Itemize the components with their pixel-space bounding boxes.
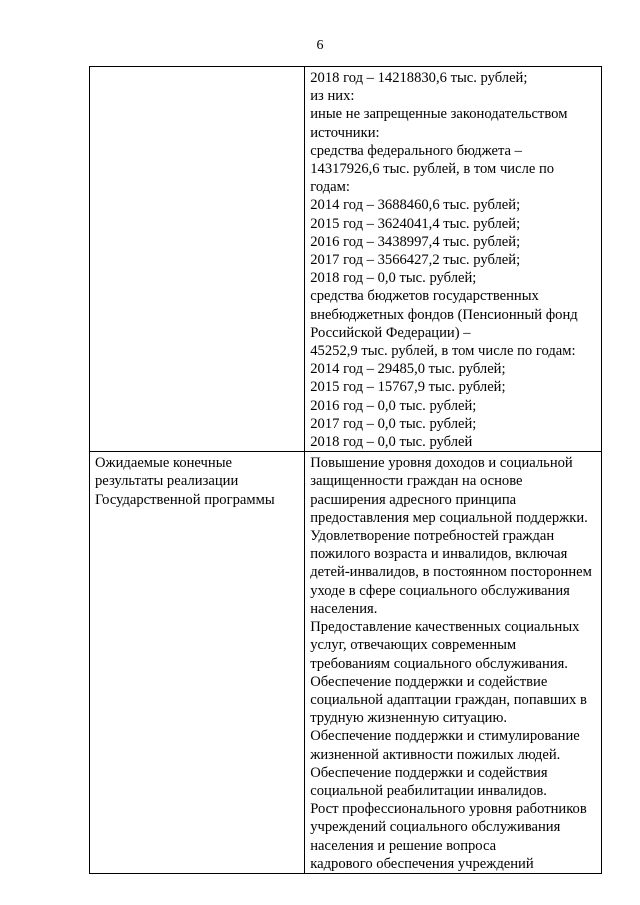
text-line: Удовлетворение потребностей граждан: [310, 528, 555, 545]
text-line: Повышение уровня доходов и социальной: [310, 455, 573, 472]
text-line: годам:: [310, 179, 350, 196]
text-line: учреждений социального обслуживания: [310, 819, 561, 836]
text-line: социальной адаптации граждан, попавших в: [310, 691, 587, 708]
text-line: требованиям социального обслуживания.: [310, 655, 568, 672]
table-cell-label: [90, 452, 305, 874]
text-line: Рост профессионального уровня работников: [310, 801, 587, 818]
text-line: 2017 год – 0,0 тыс. рублей;: [310, 415, 477, 432]
text-line: защищенности граждан на основе: [310, 473, 523, 490]
text-line: услуг, отвечающих современным: [310, 637, 517, 654]
text-line: внебюджетных фондов (Пенсионный фонд: [310, 306, 578, 323]
text-line: 2017 год – 3566427,2 тыс. рублей;: [310, 252, 521, 269]
text-line: кадрового обеспечения учреждений: [310, 855, 534, 872]
text-line: социальной реабилитации инвалидов.: [310, 782, 547, 799]
table-row-expected-results: [90, 452, 602, 874]
text-line: уходе в сфере социального обслуживания: [310, 582, 570, 599]
text-line: Обеспечение поддержки и содействия: [310, 764, 548, 781]
table-cell-content: [305, 452, 602, 874]
text-line: трудную жизненную ситуацию.: [310, 710, 508, 727]
text-line: Предоставление качественных социальных: [310, 619, 580, 636]
text-line: детей-инвалидов, в постоянном постороннем: [310, 564, 592, 581]
text-line: иные не запрещенные законодательством: [310, 106, 568, 123]
text-line: 2016 год – 0,0 тыс. рублей;: [310, 397, 477, 414]
text-line: населения.: [310, 600, 378, 617]
text-line: Государственной программы: [95, 491, 275, 508]
text-line: Обеспечение поддержки и содействие: [310, 673, 548, 690]
text-line: жизненной активности пожилых людей.: [310, 746, 561, 763]
text-line: 2015 год – 15767,9 тыс. рублей;: [310, 379, 506, 396]
text-line: 2014 год – 3688460,6 тыс. рублей;: [310, 197, 521, 214]
text-line: 2014 год – 29485,0 тыс. рублей;: [310, 361, 506, 378]
text-line: 2018 год – 0,0 тыс. рублей;: [310, 270, 477, 287]
table-cell-content: [305, 67, 602, 452]
text-line: источники:: [310, 124, 380, 141]
text-line: 2016 год – 3438997,4 тыс. рублей;: [310, 233, 521, 250]
text-line: средства бюджетов государственных: [310, 288, 539, 305]
page-number: 6: [316, 38, 324, 53]
text-line: 2018 год – 0,0 тыс. рублей: [310, 434, 473, 451]
text-line: 2018 год – 14218830,6 тыс. рублей;: [310, 70, 528, 86]
text-line: 2015 год – 3624041,4 тыс. рублей;: [310, 215, 521, 232]
program-passport-table: [89, 66, 602, 874]
text-line: Российской Федерации) –: [310, 324, 471, 341]
text-line: 14317926,6 тыс. рублей, в том числе по: [310, 161, 555, 178]
text-line: из них:: [310, 88, 355, 105]
text-line: результаты реализации: [95, 473, 239, 490]
text-line: расширения адресного принципа: [310, 491, 517, 508]
text-line: Ожидаемые конечные: [95, 455, 232, 472]
text-line: населения и решение вопроса: [310, 837, 497, 854]
text-line: средства федерального бюджета –: [310, 142, 522, 159]
text-line: 45252,9 тыс. рублей, в том числе по годам:: [310, 343, 576, 360]
text-line: Обеспечение поддержки и стимулирование: [310, 728, 580, 745]
table-cell-label: [90, 67, 305, 452]
text-line: пожилого возраста и инвалидов, включая: [310, 546, 568, 563]
table-row-funding: [90, 67, 602, 452]
text-line: предоставления мер социальной поддержки.: [310, 509, 588, 526]
